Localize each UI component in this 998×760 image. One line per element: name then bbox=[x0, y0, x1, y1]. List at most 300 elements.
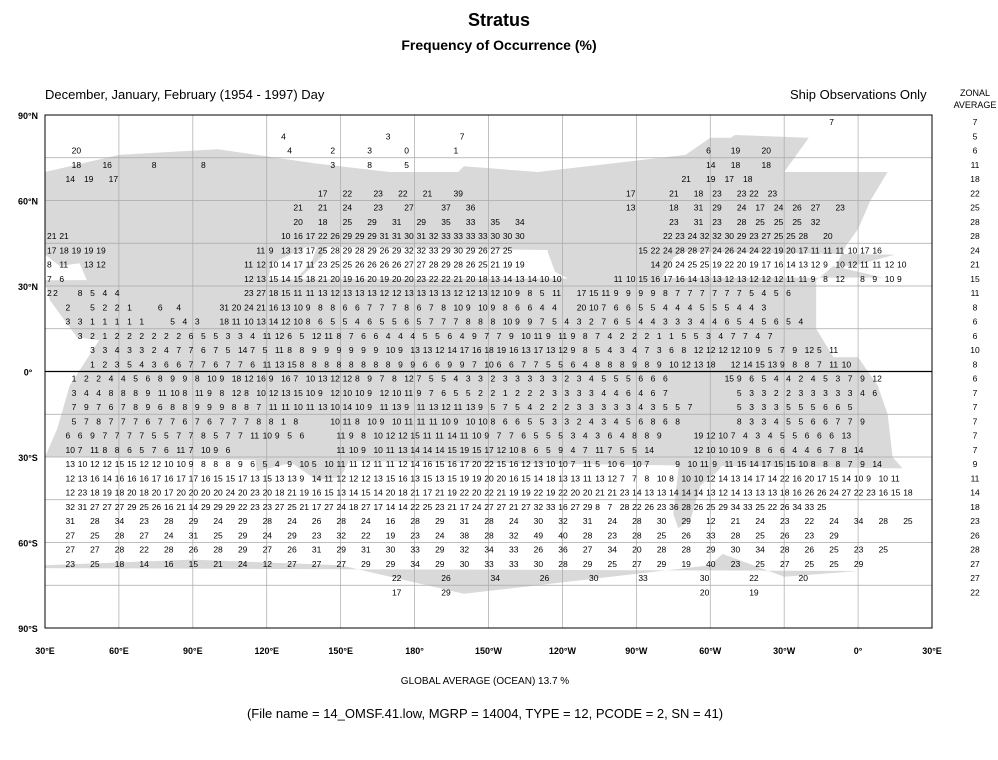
grid-value: 11 bbox=[435, 430, 444, 441]
grid-value: 28 bbox=[90, 516, 100, 526]
grid-value: 12 bbox=[65, 487, 75, 498]
grid-value: 23 bbox=[250, 487, 260, 498]
grid-value: 2 bbox=[589, 316, 594, 327]
grid-value: 1 bbox=[127, 316, 132, 327]
grid-value: 19 bbox=[83, 245, 94, 256]
grid-value: 4 bbox=[281, 131, 286, 142]
grid-value: 16 bbox=[792, 473, 802, 484]
grid-value: 2 bbox=[90, 330, 95, 341]
grid-value: 12 bbox=[749, 273, 759, 284]
grid-value: 5 bbox=[435, 330, 440, 341]
grid-value: 4 bbox=[274, 459, 280, 469]
grid-value: 4 bbox=[743, 430, 748, 441]
grid-value: 4 bbox=[675, 302, 681, 313]
grid-value: 5 bbox=[90, 288, 95, 298]
grid-value: 2 bbox=[330, 145, 336, 156]
grid-value: 34 bbox=[853, 516, 864, 526]
grid-value: 26 bbox=[533, 544, 544, 555]
grid-value: 13 bbox=[478, 288, 488, 298]
grid-value: 15 bbox=[361, 487, 371, 498]
grid-value: 25 bbox=[656, 530, 667, 541]
zonal-average-value: 11 bbox=[970, 288, 980, 298]
grid-value: 7 bbox=[847, 416, 853, 427]
grid-value: 6 bbox=[638, 373, 644, 384]
grid-value: 9 bbox=[755, 345, 761, 355]
grid-value: 12 bbox=[724, 273, 735, 284]
grid-value: 17 bbox=[724, 174, 735, 184]
grid-value: 13 bbox=[354, 288, 365, 298]
grid-value: 6 bbox=[533, 444, 539, 455]
grid-value: 24 bbox=[662, 245, 673, 256]
grid-value: 34 bbox=[484, 544, 494, 555]
grid-value: 17 bbox=[318, 188, 328, 199]
grid-value: 6 bbox=[804, 430, 810, 441]
grid-value: 9 bbox=[361, 345, 366, 355]
grid-value: 10 bbox=[632, 459, 642, 469]
lon-label: 150°E bbox=[328, 646, 353, 656]
grid-value: 23 bbox=[835, 202, 845, 213]
grid-value: 17 bbox=[373, 501, 383, 512]
zonal-average-value: 9 bbox=[972, 459, 978, 469]
grid-value: 11 bbox=[244, 259, 253, 270]
grid-value: 28 bbox=[428, 259, 439, 270]
grid-value: 19 bbox=[379, 273, 390, 284]
grid-value: 22 bbox=[342, 188, 353, 199]
grid-value: 21 bbox=[213, 558, 223, 569]
grid-value: 6 bbox=[250, 459, 256, 469]
grid-value: 17 bbox=[293, 259, 303, 270]
grid-value: 26 bbox=[644, 501, 654, 512]
grid-value: 3 bbox=[761, 402, 767, 412]
grid-value: 28 bbox=[164, 516, 174, 526]
grid-value: 3 bbox=[749, 416, 754, 427]
grid-value: 24 bbox=[361, 516, 371, 526]
grid-value: 7 bbox=[213, 345, 219, 355]
grid-value: 0 bbox=[404, 145, 409, 156]
grid-value: 29 bbox=[441, 245, 451, 256]
zonal-average-value: 28 bbox=[970, 231, 980, 241]
lat-label: 60°N bbox=[17, 196, 39, 207]
grid-value: 6 bbox=[250, 359, 256, 370]
grid-value: 8 bbox=[268, 416, 274, 427]
grid-value: 4 bbox=[250, 330, 256, 341]
grid-value: 8 bbox=[632, 430, 637, 441]
grid-value: 22 bbox=[749, 573, 759, 583]
grid-value: 6 bbox=[416, 302, 422, 313]
grid-value: 16 bbox=[508, 459, 519, 469]
grid-value: 7 bbox=[71, 402, 77, 412]
grid-value: 10 bbox=[373, 444, 383, 455]
grid-value: 28 bbox=[619, 501, 630, 512]
grid-value: 13 bbox=[595, 473, 605, 484]
grid-value: 28 bbox=[484, 530, 494, 541]
grid-value: 10 bbox=[176, 459, 186, 469]
grid-value: 17 bbox=[484, 444, 494, 455]
grid-value: 10 bbox=[545, 459, 556, 469]
grid-value: 11 bbox=[428, 416, 438, 427]
grid-value: 8 bbox=[404, 302, 409, 313]
zonal-average-value: 6 bbox=[972, 316, 978, 327]
grid-value: 28 bbox=[780, 544, 790, 555]
grid-value: 14 bbox=[527, 273, 537, 284]
zonal-average-value: 23 bbox=[970, 516, 980, 526]
grid-value: 24 bbox=[342, 202, 353, 213]
grid-value: 19 bbox=[749, 259, 759, 270]
grid-value: 18 bbox=[318, 216, 328, 227]
grid-value: 11 bbox=[823, 245, 832, 256]
grid-value: 3 bbox=[151, 359, 157, 370]
grid-value: 1 bbox=[281, 416, 286, 427]
grid-value: 49 bbox=[533, 530, 544, 541]
grid-value: 7 bbox=[250, 345, 256, 355]
grid-value: 16 bbox=[311, 487, 322, 498]
grid-value: 25 bbox=[786, 231, 796, 241]
grid-value: 6 bbox=[613, 316, 619, 327]
grid-value: 25 bbox=[773, 216, 784, 227]
grid-value: 19 bbox=[71, 245, 82, 256]
grid-value: 13 bbox=[515, 273, 525, 284]
grid-value: 11 bbox=[552, 288, 561, 298]
grid-value: 2 bbox=[539, 387, 545, 398]
grid-value: 7 bbox=[835, 416, 841, 427]
grid-value: 12 bbox=[391, 288, 402, 298]
grid-value: 5 bbox=[545, 444, 551, 455]
grid-value: 27 bbox=[416, 259, 427, 270]
grid-value: 4 bbox=[718, 330, 724, 341]
grid-value: 4 bbox=[687, 302, 693, 313]
grid-value: 9 bbox=[780, 359, 785, 370]
grid-value: 9 bbox=[379, 416, 385, 427]
grid-value: 22 bbox=[558, 487, 568, 498]
grid-value: 5 bbox=[613, 373, 619, 384]
grid-value: 24 bbox=[225, 487, 236, 498]
grid-value: 20 bbox=[786, 245, 796, 256]
grid-value: 30 bbox=[724, 231, 735, 241]
grid-value: 24 bbox=[829, 516, 839, 526]
grid-value: 5 bbox=[767, 345, 773, 355]
grid-value: 17 bbox=[237, 473, 248, 484]
grid-value: 21 bbox=[669, 188, 679, 199]
grid-value: 8 bbox=[502, 302, 508, 313]
grid-value: 9 bbox=[484, 430, 490, 441]
grid-value: 13 bbox=[274, 473, 285, 484]
grid-value: 5 bbox=[558, 359, 563, 370]
grid-value: 5 bbox=[404, 159, 409, 170]
zonal-average-value: 18 bbox=[970, 174, 980, 184]
zonal-average-value: 5 bbox=[972, 131, 978, 142]
grid-value: 18 bbox=[274, 487, 285, 498]
grid-value: 17 bbox=[533, 345, 544, 355]
grid-value: 22 bbox=[484, 487, 494, 498]
grid-value: 16 bbox=[773, 259, 784, 270]
zonal-average-value: 7 bbox=[972, 117, 978, 127]
grid-value: 7 bbox=[687, 288, 693, 298]
grid-value: 14 bbox=[650, 259, 661, 270]
grid-value: 20 bbox=[262, 487, 273, 498]
grid-value: 27 bbox=[311, 558, 322, 569]
grid-value: 4 bbox=[398, 330, 403, 341]
grid-value: 12 bbox=[465, 288, 476, 298]
grid-value: 18 bbox=[305, 273, 316, 284]
grid-value: 28 bbox=[410, 516, 420, 526]
grid-value: 8 bbox=[318, 302, 323, 313]
grid-value: 21 bbox=[435, 487, 445, 498]
grid-value: 19 bbox=[773, 245, 784, 256]
lon-label: 90°E bbox=[183, 646, 203, 656]
grid-value: 21 bbox=[508, 501, 519, 512]
lon-label: 120°E bbox=[254, 646, 280, 656]
grid-value: 4 bbox=[108, 373, 114, 384]
grid-value: 26 bbox=[441, 573, 451, 583]
grid-value: 4 bbox=[164, 345, 169, 355]
grid-value: 3 bbox=[798, 387, 804, 398]
grid-value: 9 bbox=[318, 387, 323, 398]
grid-value: 27 bbox=[780, 558, 790, 569]
grid-value: 7 bbox=[176, 430, 182, 441]
grid-value: 3 bbox=[761, 416, 767, 427]
grid-value: 12 bbox=[311, 330, 322, 341]
grid-value: 10 bbox=[502, 316, 513, 327]
grid-value: 5 bbox=[773, 288, 779, 298]
grid-value: 7 bbox=[188, 359, 194, 370]
grid-value: 22 bbox=[632, 501, 642, 512]
grid-value: 15 bbox=[829, 473, 839, 484]
grid-value: 9 bbox=[90, 430, 95, 441]
grid-value: 21 bbox=[299, 501, 310, 512]
grid-value: 27 bbox=[274, 501, 285, 512]
grid-value: 17 bbox=[47, 245, 57, 256]
grid-value: 6 bbox=[299, 430, 305, 441]
grid-value: 8 bbox=[367, 159, 373, 170]
grid-value: 12 bbox=[706, 516, 716, 526]
grid-value: 3 bbox=[114, 359, 120, 370]
grid-value: 15 bbox=[281, 288, 291, 298]
grid-value: 14 bbox=[853, 444, 864, 455]
grid-value: 6 bbox=[823, 402, 828, 412]
grid-value: 6 bbox=[188, 330, 194, 341]
grid-value: 20 bbox=[391, 273, 402, 284]
grid-value: 34 bbox=[490, 573, 500, 583]
grid-value: 8 bbox=[151, 159, 157, 170]
grid-value: 23 bbox=[619, 487, 630, 498]
grid-value: 10 bbox=[324, 459, 334, 469]
grid-value: 25 bbox=[502, 245, 513, 256]
grid-value: 6 bbox=[145, 373, 151, 384]
grid-value: 3 bbox=[225, 330, 231, 341]
grid-value: 29 bbox=[237, 530, 248, 541]
grid-value: 7 bbox=[83, 416, 89, 427]
grid-value: 3 bbox=[367, 145, 373, 156]
grid-value: 14 bbox=[767, 473, 778, 484]
grid-value: 8 bbox=[182, 387, 188, 398]
grid-value: 7 bbox=[176, 345, 182, 355]
grid-value: 8 bbox=[231, 402, 237, 412]
grid-value: 40 bbox=[706, 558, 716, 569]
grid-value: 3 bbox=[749, 387, 754, 398]
grid-value: 8 bbox=[348, 359, 354, 370]
grid-value: 39 bbox=[453, 188, 464, 199]
grid-value: 30 bbox=[459, 558, 470, 569]
grid-value: 3 bbox=[65, 316, 71, 327]
grid-value: 9 bbox=[478, 402, 483, 412]
grid-value: 4 bbox=[120, 373, 126, 384]
zonal-average-value: 14 bbox=[970, 487, 980, 498]
grid-value: 8 bbox=[287, 345, 292, 355]
grid-value: 8 bbox=[354, 416, 360, 427]
grid-value: 23 bbox=[77, 487, 88, 498]
grid-value: 4 bbox=[459, 330, 465, 341]
grid-value: 14 bbox=[268, 316, 279, 327]
grid-value: 18 bbox=[114, 558, 125, 569]
grid-value: 7 bbox=[743, 330, 748, 341]
grid-value: 29 bbox=[441, 587, 451, 598]
grid-value: 6 bbox=[829, 430, 835, 441]
grid-value: 21 bbox=[287, 487, 297, 498]
grid-value: 14 bbox=[311, 473, 322, 484]
grid-value: 7 bbox=[120, 402, 126, 412]
grid-value: 5 bbox=[262, 459, 268, 469]
grid-value: 20 bbox=[127, 487, 137, 498]
grid-value: 3 bbox=[71, 387, 77, 398]
grid-value: 4 bbox=[176, 302, 182, 313]
grid-value: 27 bbox=[632, 558, 642, 569]
zonal-average-value: 8 bbox=[972, 302, 978, 313]
grid-value: 4 bbox=[650, 316, 656, 327]
grid-value: 15 bbox=[262, 473, 273, 484]
grid-value: 29 bbox=[435, 558, 445, 569]
grid-value: 5 bbox=[213, 330, 219, 341]
grid-value: 14 bbox=[786, 259, 796, 270]
grid-value: 9 bbox=[404, 402, 409, 412]
grid-value: 16 bbox=[385, 516, 396, 526]
grid-value: 9 bbox=[656, 359, 662, 370]
grid-value: 28 bbox=[798, 231, 808, 241]
grid-value: 12 bbox=[379, 288, 390, 298]
grid-value: 22 bbox=[761, 245, 771, 256]
grid-value: 14 bbox=[385, 501, 396, 512]
grid-value: 32 bbox=[558, 516, 568, 526]
grid-value: 10 bbox=[305, 373, 316, 384]
grid-value: 32 bbox=[533, 501, 544, 512]
grid-value: 8 bbox=[860, 273, 865, 284]
grid-value: 12 bbox=[330, 373, 340, 384]
grid-value: 4 bbox=[601, 387, 607, 398]
grid-value: 3 bbox=[478, 373, 483, 384]
grid-value: 9 bbox=[860, 416, 865, 427]
grid-value: 8 bbox=[354, 373, 360, 384]
grid-value: 31 bbox=[219, 302, 229, 313]
grid-value: 1 bbox=[669, 330, 674, 341]
grid-value: 17 bbox=[391, 587, 402, 598]
grid-value: 26 bbox=[151, 501, 162, 512]
grid-value: 26 bbox=[539, 573, 550, 583]
grid-value: 9 bbox=[570, 330, 576, 341]
grid-value: 35 bbox=[441, 216, 451, 227]
grid-value: 37 bbox=[441, 202, 451, 213]
grid-value: 3 bbox=[102, 345, 108, 355]
grid-value: 8 bbox=[330, 302, 336, 313]
grid-value: 22 bbox=[484, 459, 494, 469]
grid-value: 13 bbox=[767, 487, 778, 498]
grid-value: 29 bbox=[237, 544, 248, 555]
source-label: Ship Observations Only bbox=[790, 87, 927, 102]
grid-value: 13 bbox=[435, 473, 445, 484]
grid-value: 9 bbox=[613, 288, 619, 298]
grid-value: 12 bbox=[330, 288, 340, 298]
grid-value: 25 bbox=[139, 501, 149, 512]
grid-value: 6 bbox=[816, 430, 822, 441]
latitude-labels bbox=[18, 111, 38, 634]
grid-value: 19 bbox=[447, 487, 457, 498]
grid-value: 23 bbox=[607, 530, 618, 541]
grid-value: 13 bbox=[533, 459, 544, 469]
grid-value: 3 bbox=[755, 430, 761, 441]
grid-value: 24 bbox=[472, 501, 482, 512]
grid-value: 10 bbox=[681, 473, 691, 484]
grid-value: 5 bbox=[342, 316, 348, 327]
grid-value: 10 bbox=[656, 473, 667, 484]
grid-value: 9 bbox=[207, 402, 212, 412]
grid-value: 9 bbox=[336, 345, 342, 355]
grid-value: 12 bbox=[761, 273, 771, 284]
grid-value: 7 bbox=[441, 316, 446, 327]
grid-value: 11 bbox=[835, 245, 845, 256]
grid-value: 10 bbox=[373, 430, 383, 441]
grid-value: 7 bbox=[170, 416, 175, 427]
grid-value: 29 bbox=[712, 202, 722, 213]
grid-value: 13 bbox=[712, 273, 722, 284]
grid-value: 9 bbox=[743, 444, 748, 455]
grid-value: 7 bbox=[687, 402, 693, 412]
grid-value: 9 bbox=[219, 373, 225, 384]
grid-value: 17 bbox=[311, 501, 322, 512]
grid-value: 11 bbox=[404, 416, 414, 427]
grid-value: 7 bbox=[188, 345, 194, 355]
grid-value: 11 bbox=[582, 473, 592, 484]
grid-value: 5 bbox=[798, 402, 804, 412]
grid-value: 4 bbox=[453, 373, 459, 384]
grid-value: 4 bbox=[582, 359, 588, 370]
grid-value: 11 bbox=[373, 459, 383, 469]
grid-value: 32 bbox=[459, 544, 470, 555]
grid-value: 23 bbox=[669, 216, 679, 227]
grid-value: 29 bbox=[385, 558, 396, 569]
grid-value: 5 bbox=[533, 430, 539, 441]
grid-value: 18 bbox=[730, 159, 741, 170]
grid-value: 4 bbox=[607, 330, 613, 341]
grid-value: 16 bbox=[127, 473, 137, 484]
grid-value: 18 bbox=[484, 345, 494, 355]
grid-value: 15 bbox=[724, 373, 735, 384]
grid-value: 11 bbox=[810, 245, 820, 256]
grid-value: 25 bbox=[792, 216, 802, 227]
grid-value: 8 bbox=[336, 359, 342, 370]
grid-value: 25 bbox=[829, 544, 839, 555]
grid-value: 32 bbox=[336, 530, 346, 541]
grid-value: 20 bbox=[200, 487, 211, 498]
zonal-averages bbox=[970, 117, 980, 597]
grid-value: 29 bbox=[582, 558, 593, 569]
grid-value: 23 bbox=[866, 487, 876, 498]
grid-value: 5 bbox=[761, 316, 767, 327]
grid-value: 11 bbox=[256, 245, 266, 256]
grid-value: 10 bbox=[687, 459, 698, 469]
grid-value: 7 bbox=[379, 373, 385, 384]
grid-value: 9 bbox=[823, 259, 828, 270]
grid-value: 6 bbox=[872, 387, 878, 398]
grid-value: 30 bbox=[385, 544, 396, 555]
grid-value: 9 bbox=[675, 459, 681, 469]
